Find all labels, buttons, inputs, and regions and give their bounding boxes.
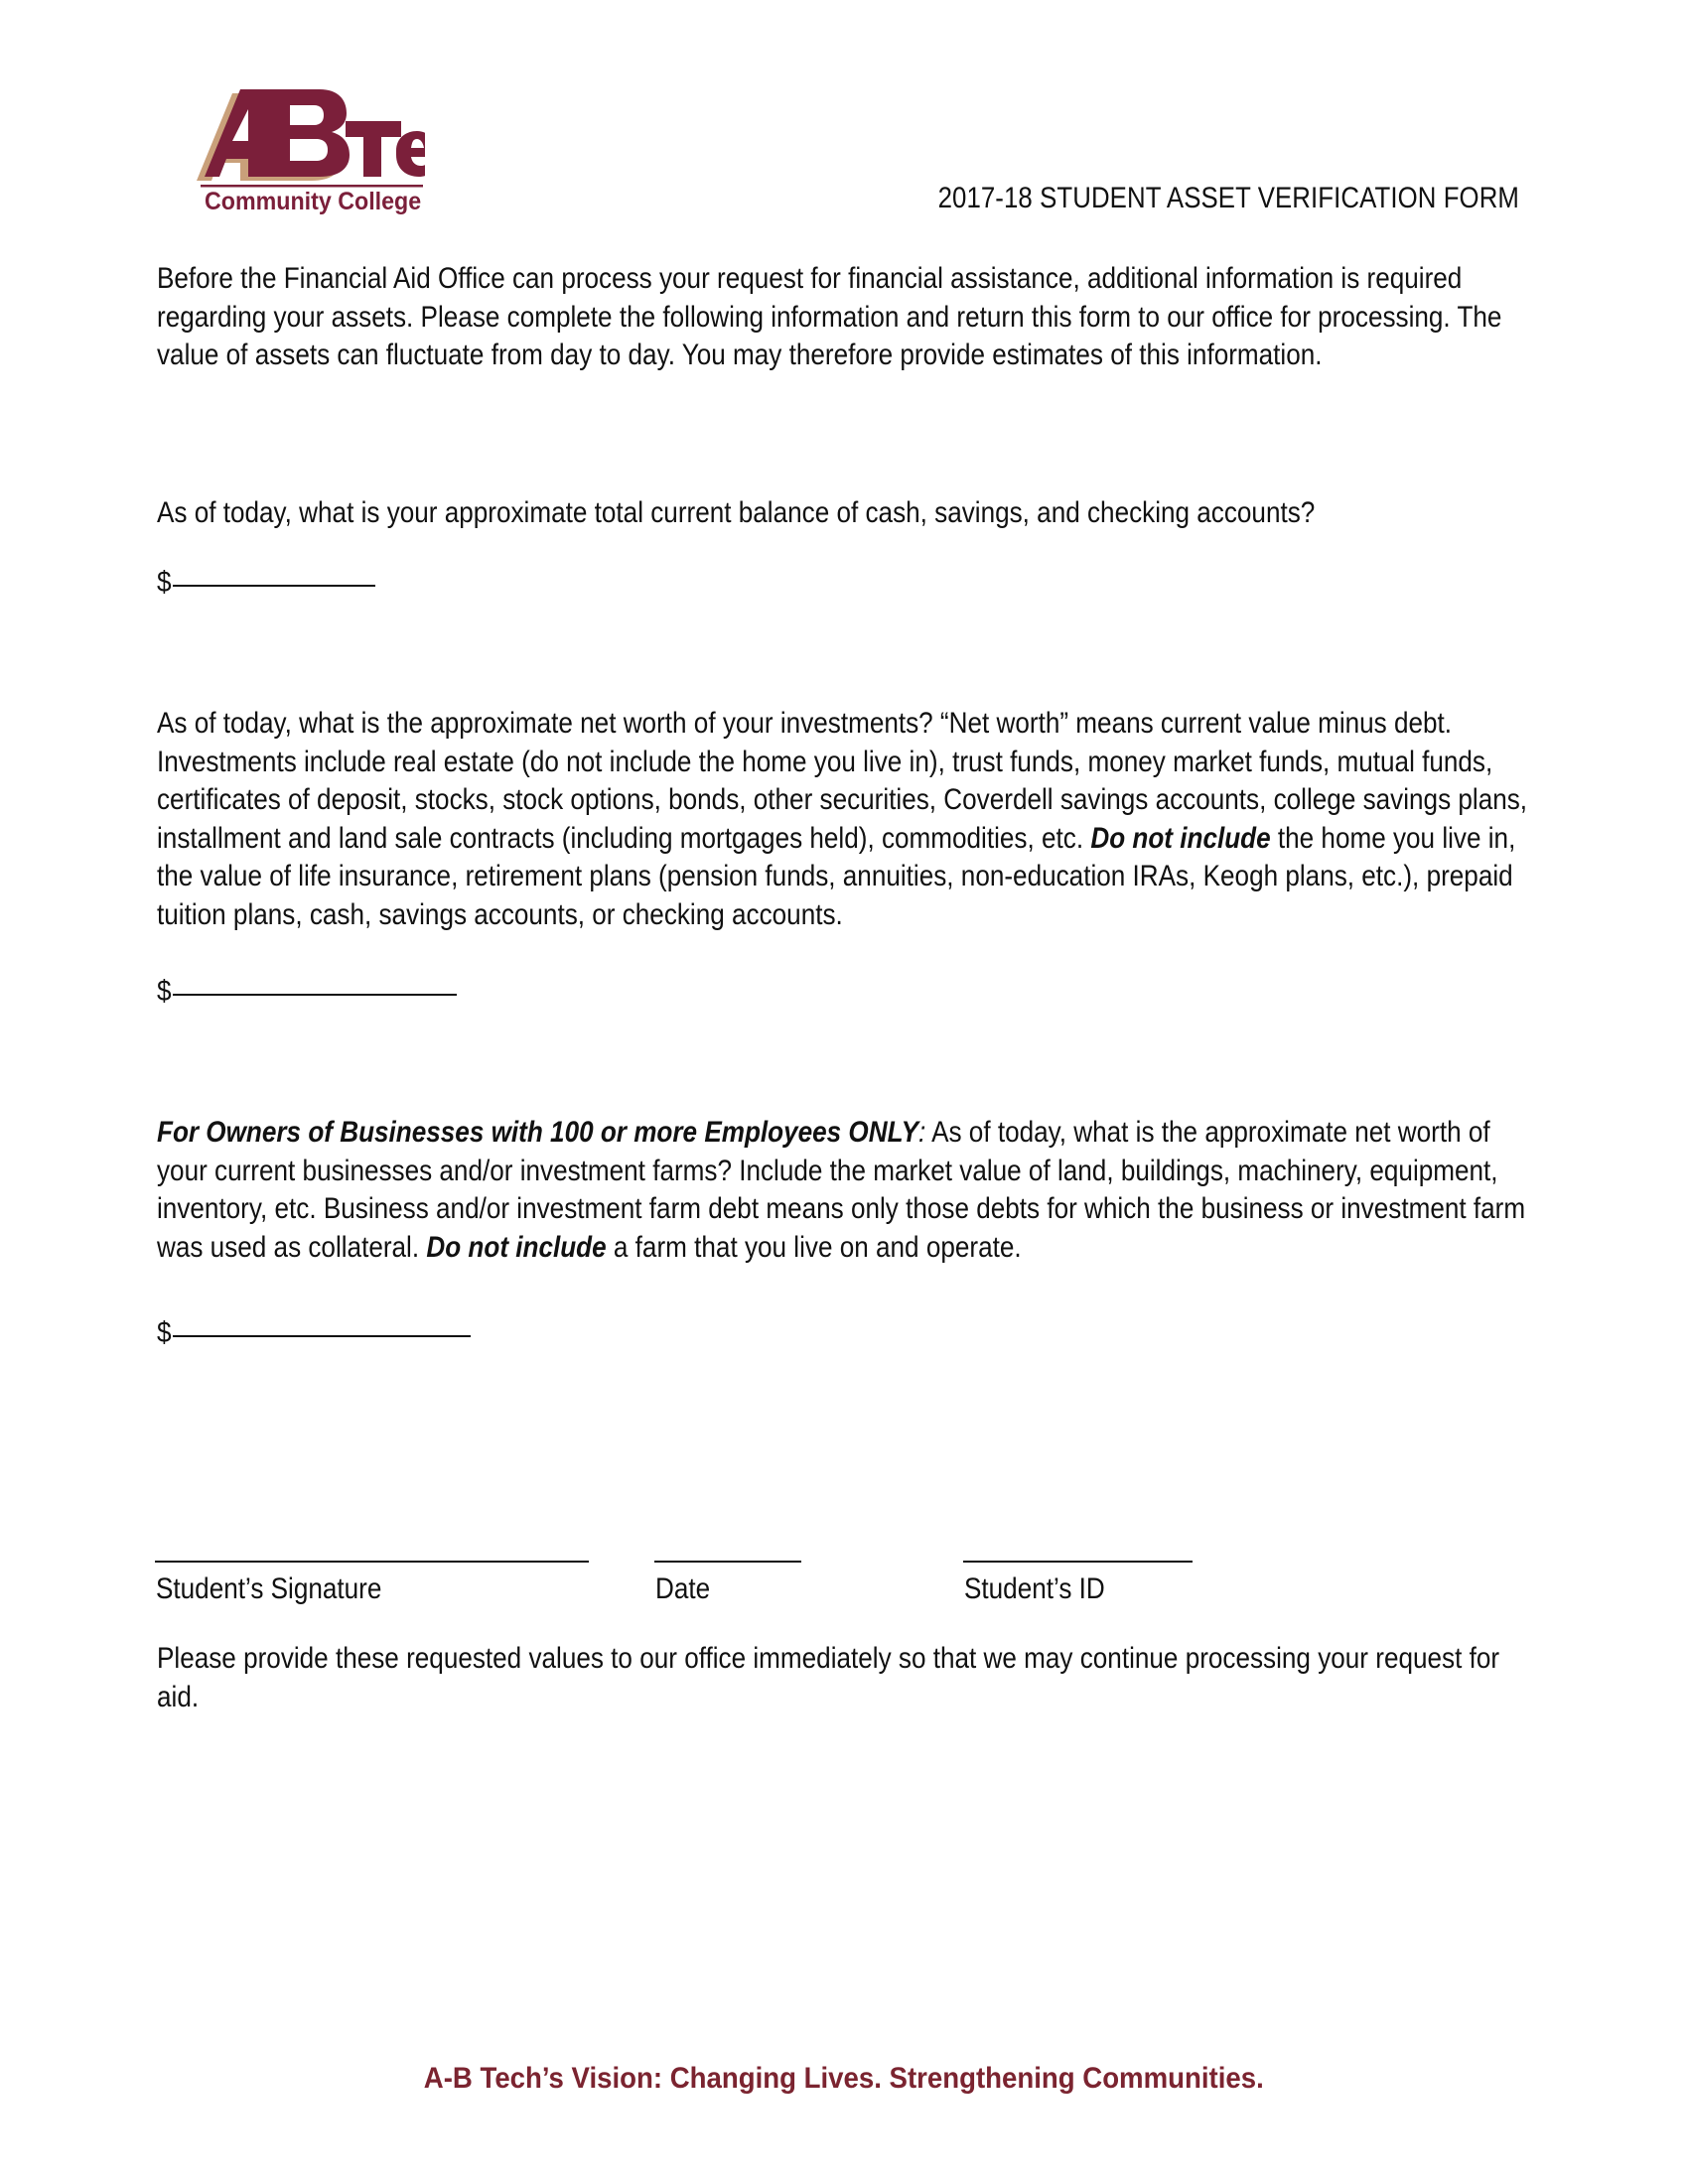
amount-input-rule[interactable] bbox=[173, 585, 375, 587]
currency-symbol: $ bbox=[157, 566, 172, 599]
amount-input-rule[interactable] bbox=[173, 1335, 471, 1337]
date-label bbox=[655, 1571, 717, 1607]
signature-input-line[interactable] bbox=[155, 1561, 589, 1563]
investments-text-part-1: As of today, what is the approximate net worth of your investments? “Net worth” means current value minus debt. Investments include real estate (do not include the home you live in), trust funds, money market funds, mutual funds, certificates of deposit, stocks, stock options, bonds, other securities, Coverdell savings accounts, college savings plans, installment and land sale contracts (including mortgages held), commodities, etc. bbox=[157, 707, 1528, 855]
business-owners-paragraph-inner bbox=[157, 1114, 1537, 1267]
student-id-label bbox=[964, 1571, 1123, 1607]
intro-paragraph-text: Before the Financial Aid Office can process your request for financial assistance, additional information is required regarding your assets. Please complete the following information and return this form to our office for processing. The value of assets can fluctuate from day to day. You may therefore provide estimates of this information. bbox=[157, 262, 1502, 371]
amount-field-cash-savings-checking[interactable] bbox=[157, 566, 375, 600]
question-cash-savings-checking-text: As of today, what is your approximate total current balance of cash, savings, and checking accounts? bbox=[157, 496, 1316, 529]
business-text-part-1: As of today, what is the approximate net worth of your current businesses and/or investment farms? Include the market value of land, buildings, machinery, equipment, inventory, etc. Business and/or investment farm debt means only those debts for which the business or investment farm was used as collateral. bbox=[157, 1116, 1526, 1264]
signature-label-text: Student’s Signature bbox=[156, 1572, 382, 1605]
footer-tagline-text: A-B Tech’s Vision: Changing Lives. Strengthening Communities. bbox=[424, 2062, 1264, 2095]
amount-field-investments-net-worth[interactable] bbox=[157, 975, 457, 1009]
closing-paragraph bbox=[157, 1640, 1537, 1716]
business-owners-heading-colon: : bbox=[918, 1116, 926, 1149]
business-owners-heading: For Owners of Businesses with 100 or more Employees ONLY bbox=[157, 1116, 919, 1149]
ab-tech-logo bbox=[157, 77, 425, 216]
investments-emphasis-do-not-include: Do not include bbox=[1090, 821, 1271, 855]
amount-input-rule[interactable] bbox=[173, 994, 457, 996]
closing-paragraph-text: Please provide these requested values to our office immediately so that we may continue processing your request for aid. bbox=[157, 1642, 1500, 1713]
business-text-part-2: a farm that you live on and operate. bbox=[606, 1230, 1022, 1264]
currency-symbol: $ bbox=[157, 975, 172, 1008]
amount-field-business-net-worth[interactable] bbox=[157, 1316, 471, 1350]
footer-tagline bbox=[0, 2060, 1688, 2098]
date-input-line[interactable] bbox=[654, 1561, 801, 1563]
question-cash-savings-checking bbox=[157, 494, 1537, 533]
business-owners-paragraph bbox=[157, 1114, 1537, 1267]
investments-paragraph-inner bbox=[157, 705, 1537, 934]
currency-symbol: $ bbox=[157, 1316, 172, 1349]
ab-tech-logo-icon bbox=[157, 77, 425, 216]
investments-paragraph bbox=[157, 705, 1537, 934]
student-id-input-line[interactable] bbox=[963, 1561, 1193, 1563]
student-id-label-text: Student’s ID bbox=[964, 1572, 1105, 1605]
business-emphasis-do-not-include: Do not include bbox=[426, 1230, 607, 1264]
signature-label bbox=[156, 1571, 411, 1607]
page-title: 2017-18 STUDENT ASSET VERIFICATION FORM bbox=[937, 182, 1519, 214]
intro-paragraph bbox=[157, 260, 1537, 375]
investments-text-part-2: the home you live in, the value of life insurance, retirement plans (pension funds, annuities, non-education IRAs, Keogh plans, etc.), prepaid tuition plans, cash, savings accounts, or checking accounts. bbox=[157, 821, 1516, 931]
logo-subtitle-text: Community College bbox=[205, 188, 422, 216]
date-label-text: Date bbox=[655, 1572, 711, 1605]
